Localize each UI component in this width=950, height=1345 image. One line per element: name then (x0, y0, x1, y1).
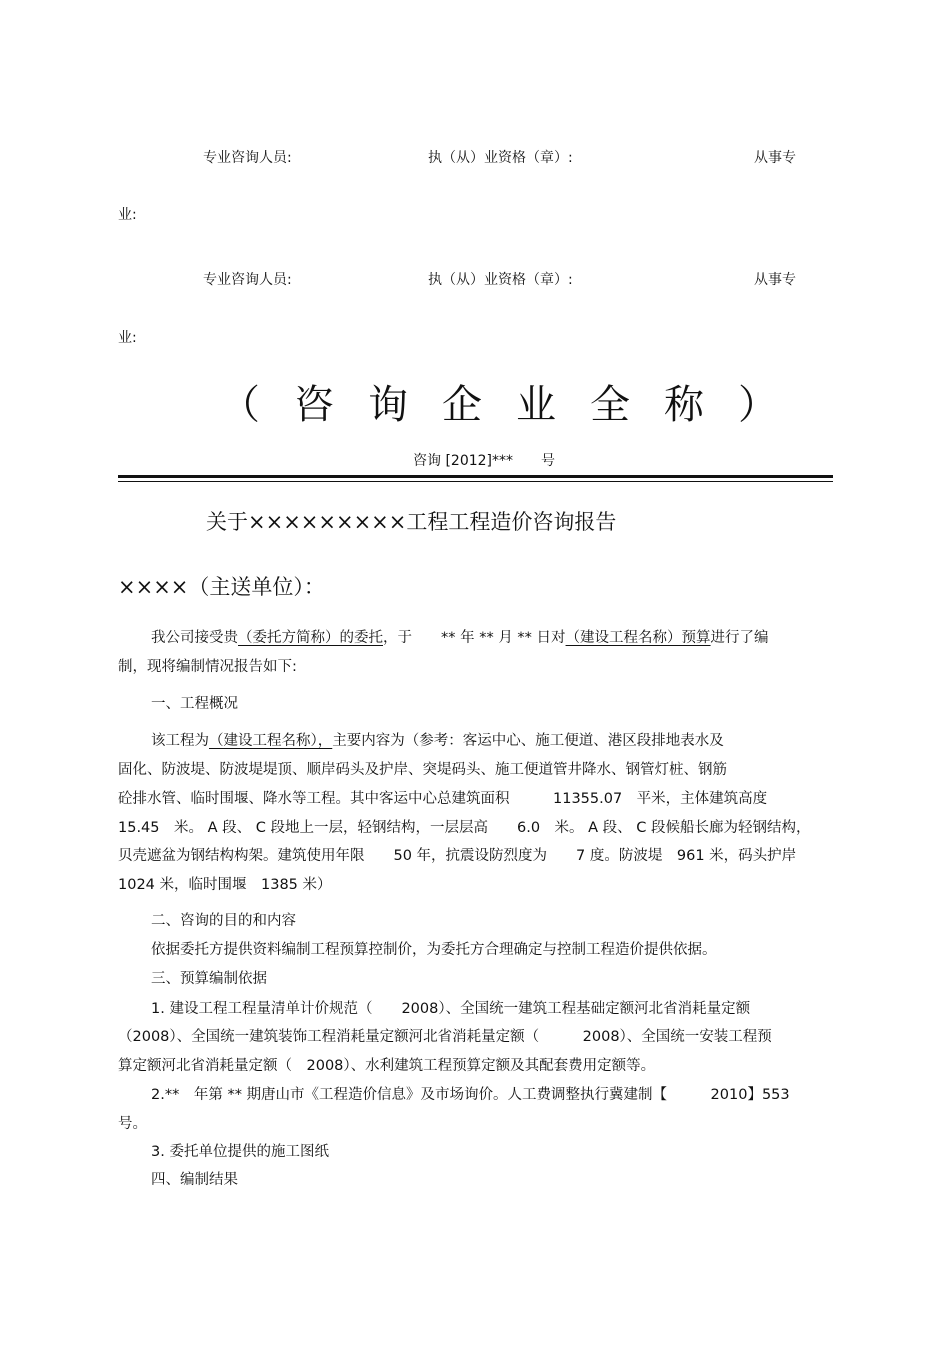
client-short-name: （委托方简称）的委托 (238, 630, 383, 646)
company-title: （咨询企业全称） (220, 382, 812, 428)
qualification-label-1: 执（从）业资格（章）: (428, 150, 573, 166)
section-3-item-1-line-1: 1. 建设工程工程量清单计价规范（ 2008）、全国统一建筑工程基础定额河北省消耗量定额 (151, 1001, 751, 1017)
field-label-2-cont: 业: (118, 330, 137, 346)
section-4-heading: 四、编制结果 (151, 1172, 238, 1188)
report-title: 关于×××××××××工程工程造价咨询报告 (206, 510, 617, 534)
consultant-label-2: 专业咨询人员: (203, 272, 292, 288)
intro-text-a: 我公司接受贵 (151, 630, 238, 646)
section-3-heading: 三、预算编制依据 (151, 971, 267, 987)
header-rule-thick (118, 475, 833, 478)
section-3-item-2-line-2: 号。 (118, 1116, 147, 1132)
qualification-label-2: 执（从）业资格（章）: (428, 272, 573, 288)
project-name: （建设工程名称）， (209, 733, 333, 749)
section-2-body: 依据委托方提供资料编制工程预算控制价，为委托方合理确定与控制工程造价提供依据。 (151, 942, 717, 958)
s1-text-a: 该工程为 (151, 733, 209, 749)
field-label-2: 从事专 (754, 272, 796, 288)
field-label-1: 从事专 (754, 150, 796, 166)
section-1-heading: 一、工程概况 (151, 696, 238, 712)
intro-text-c: ，于 ** 年 ** 月 ** 日对 (383, 630, 566, 646)
section-1-line-6: 1024 米，临时围堰 1385 米） (118, 877, 332, 893)
section-3-item-3: 3. 委托单位提供的施工图纸 (151, 1144, 329, 1160)
field-label-1-cont: 业: (118, 207, 137, 223)
project-name-budget: （建设工程名称）预算 (565, 630, 711, 646)
section-1-line-5: 贝壳遮盆为钢结构构架。建筑使用年限 50 年，抗震设防烈度为 7 度。防波堤 961 米，码头护岸 (118, 848, 797, 864)
intro-line-2: 制，现将编制情况报告如下: (118, 659, 297, 675)
section-1-line-3: 砼排水管、临时围堰、降水等工程。其中客运中心总建筑面积 11355.07 平米，主体建筑高度 (118, 791, 768, 807)
section-2-heading: 二、咨询的目的和内容 (151, 913, 296, 929)
intro-text-e: 进行了编 (710, 630, 769, 646)
document-number: 咨询 [2012]*** 号 (413, 453, 556, 469)
section-3-item-1-line-2: （2008）、全国统一建筑装饰工程消耗量定额河北省消耗量定额（ 2008）、全国统一安装工程预 (118, 1029, 772, 1045)
section-1-line-4: 15.45 米。 A 段、 C 段地上一层，轻钢结构，一层层高 6.0 米。 A 段、 C 段候船长廊为轻钢结构， (118, 820, 811, 836)
section-1-line-2: 固化、防波堤、防波堤堤顶、顺岸码头及护岸、突堤码头、施工便道管井降水、钢管灯桩、钢筋 (118, 762, 727, 778)
header-rule-thin (118, 481, 833, 482)
section-1-line-1 (151, 732, 724, 750)
section-3-item-2-line-1: 2.** 年第 ** 期唐山市《工程造价信息》及市场询价。人工费调整执行冀建制【 2010】553 (151, 1087, 790, 1103)
s1-text-c: 主要内容为（参考：客运中心、施工便道、港区段排地表水及 (332, 733, 724, 749)
consultant-label-1: 专业咨询人员: (203, 150, 292, 166)
recipient: ××××（主送单位）： (118, 575, 325, 599)
section-3-item-1-line-3: 算定额河北省消耗量定额（ 2008）、水利建筑工程预算定额及其配套费用定额等。 (118, 1058, 656, 1074)
intro-line-1 (151, 629, 769, 647)
